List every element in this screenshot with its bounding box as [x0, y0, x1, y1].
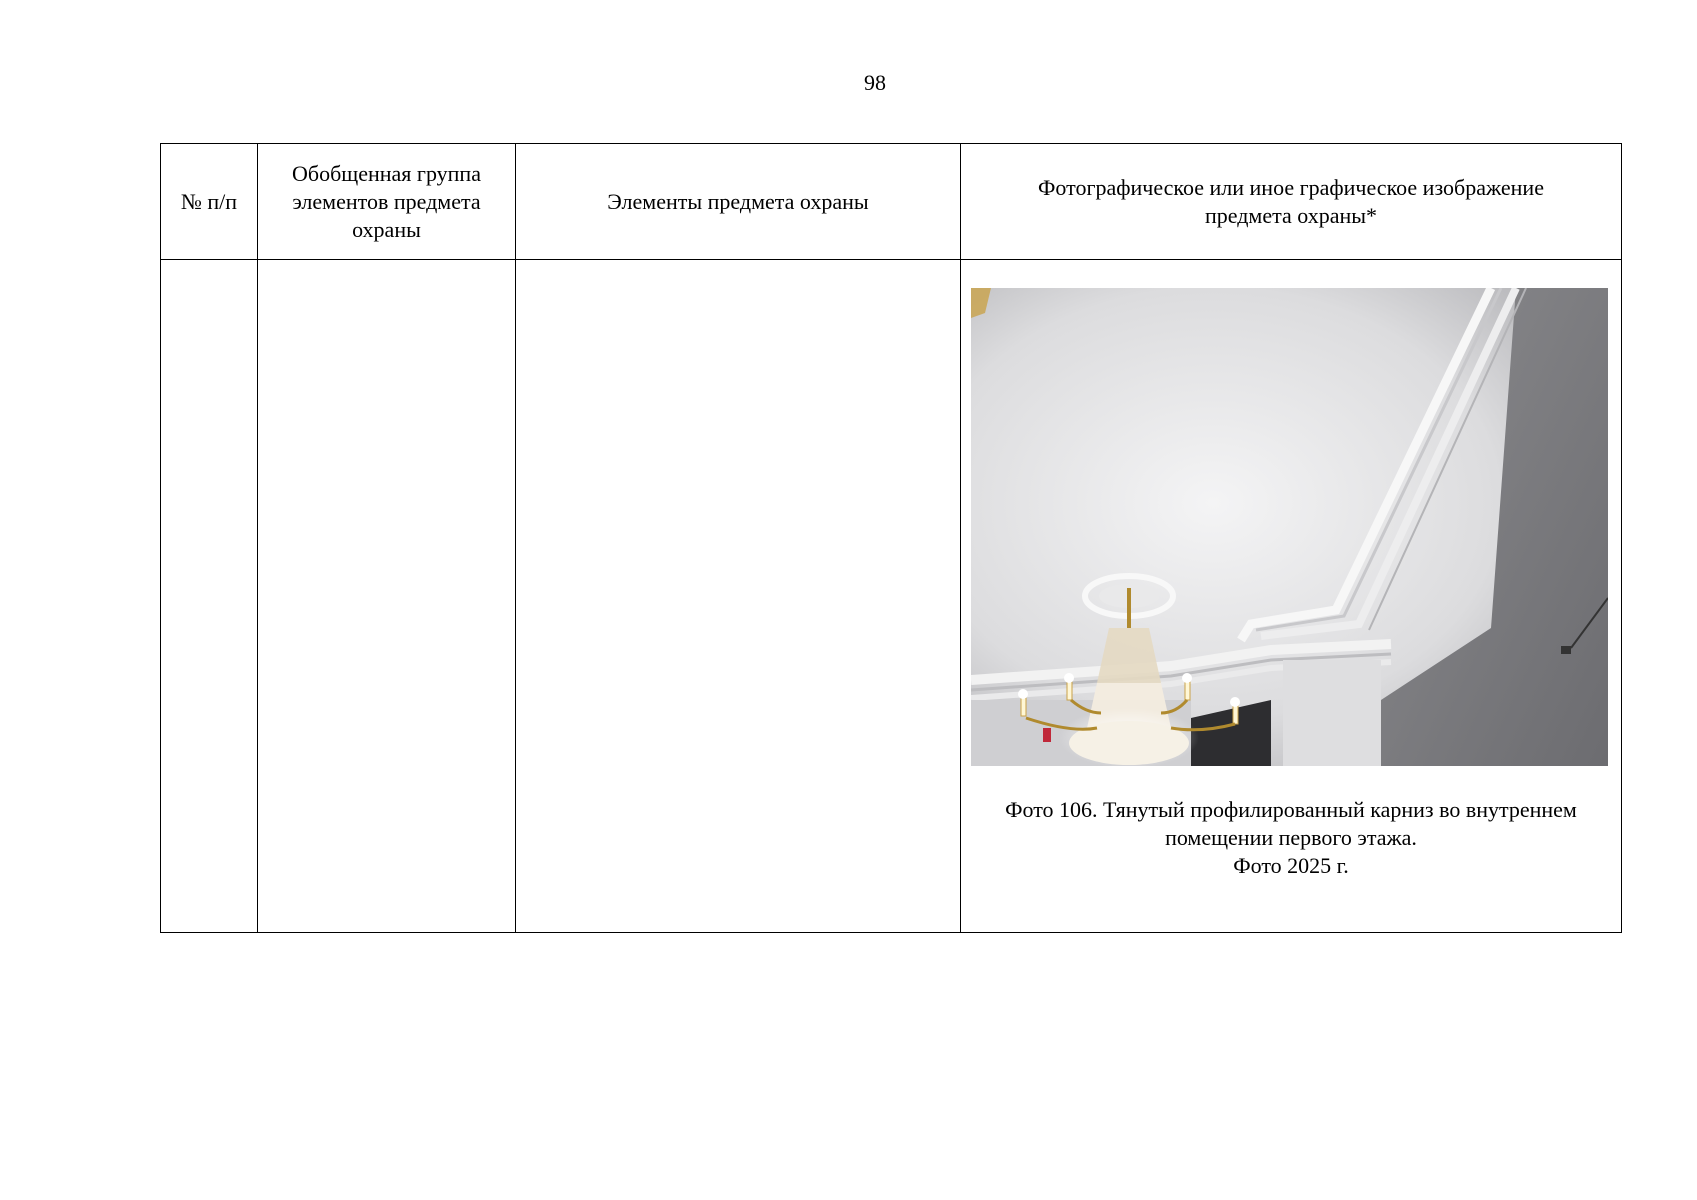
cell-number — [161, 260, 258, 933]
header-elements: Элементы предмета охраны — [516, 144, 961, 260]
caption-line: Фото 106. Тянутый профилированный карниз во внутреннем — [1005, 797, 1577, 822]
caption-line: помещении первого этажа. — [1165, 825, 1417, 850]
cell-group — [258, 260, 516, 933]
header-image: Фотографическое или иное графическое изображение предмета охраны* — [961, 144, 1622, 260]
header-group: Обобщенная группа элементов предмета охраны — [258, 144, 516, 260]
page-number: 98 — [864, 70, 886, 95]
header-number: № п/п — [161, 144, 258, 260]
table-row — [161, 260, 1622, 933]
caption-line: Фото 2025 г. — [1233, 853, 1349, 878]
photo-caption — [961, 796, 1621, 880]
protection-elements-table — [160, 143, 1622, 933]
ceiling-cornice-photo — [971, 288, 1608, 766]
cell-photo — [961, 260, 1622, 933]
table-header-row — [161, 144, 1622, 260]
cell-elements — [516, 260, 961, 933]
